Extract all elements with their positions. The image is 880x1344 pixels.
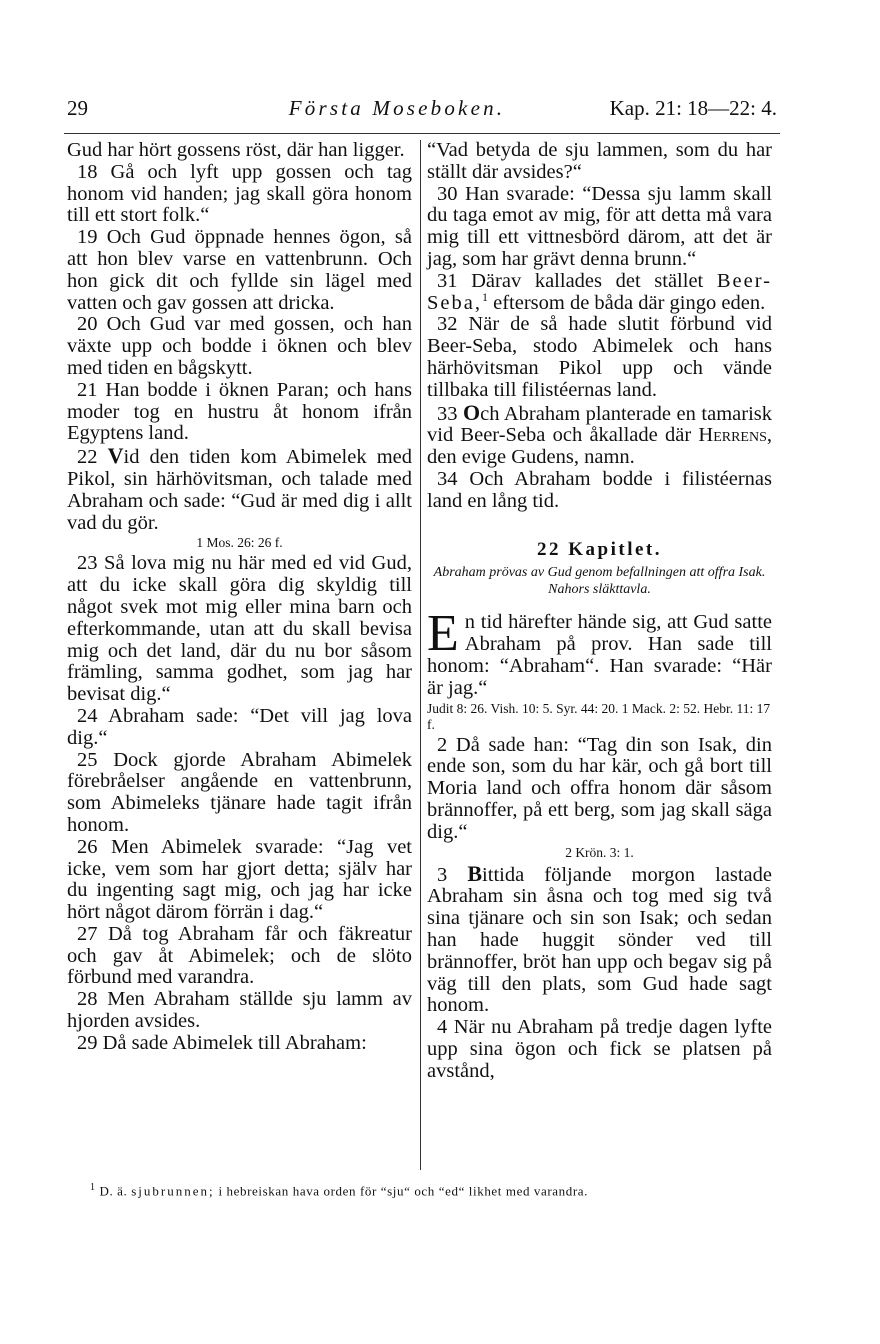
verse-25: 25 Dock gjorde Abraham Abimelek förebråelser angående en vattenbrunn, som Abimeleks tjänare hade tagit ifrån honom. [67, 748, 412, 836]
verse-26: 26 Men Abimelek svarade: “Jag vet icke, vem som har gjort detta; själv har du ingenting sagt mig, och jag har icke hört något därom förrän i dag.“ [67, 835, 412, 924]
cross-reference: 2 Krön. 3: 1. [565, 844, 634, 860]
drop-cap: E [427, 605, 459, 663]
verse-21: 21 Han bodde i öknen Paran; och hans moder tog en hustru åt honom ifrån Egyptens land. [67, 378, 412, 445]
left-column [67, 140, 412, 1055]
chapter-reference: Kap. 21: 18—22: 4. [609, 96, 777, 120]
page-header [67, 96, 777, 126]
verse-32: 32 När de så hade slutit förbund vid Beer-Seba, stodo Abimelek och hans härhövitsman Pikol upp och vände tillbaka till filistéernas land. [427, 313, 772, 401]
verse-31: 31 Därav kallades det stället Beer-Seba,$^1$ eftersom de båda där gingo eden. [427, 269, 772, 314]
lord-name: Herrens [698, 424, 767, 447]
verse-3: 3 Bittida följande morgon lastade Abraham sin åsna och tog med sig två sina tjänare och sin son Isak; och sedan han hade huggit sönder ved till brännoffer, bröt han upp och begav sig på väg till den plats, som Gud hade sagt honom. [427, 860, 772, 1017]
verse-30: 30 Han svarade: “Dessa sju lamm skall du taga emot av mig, för att detta må vara mig till ett vittnesbörd därom, att det är jag, som har grävt denna brunn.“ [427, 182, 772, 270]
page-number: 29 [67, 96, 88, 120]
verse-23: 23 Så lova mig nu här med ed vid Gud, att du icke skall göra dig skyldig till något svek mot mig eller mina barn och efterkommande, utan att du skall bevisa mig och det land, där du nu bor såsom främling, samma godhet, som jag har bevisat dig.“ [67, 552, 412, 706]
verse-28: 28 Men Abraham ställde sju lamm av hjorden avsides. [67, 988, 412, 1033]
footnote-term: sjubrunnen; [131, 1183, 215, 1199]
footnote: $^1$ D. ä. sjubrunnen; i hebreiskan hava orden för “sju“ och “ed“ likhet med varandra. [90, 1182, 589, 1199]
verse-20: 20 Och Gud var med gossen, och han växte upp och bodde i öknen och blev med tiden en bågskytt. [67, 313, 412, 379]
verse-19: 19 Och Gud öppnade hennes ögon, så att hon blev varse en vattenbrunn. Och hon gick dit och fyllde sin lägel med vatten och gav gossen att dricka. [67, 226, 412, 314]
footnote-marker: 1 [481, 289, 488, 304]
running-title: Första Moseboken. [288, 96, 506, 120]
verse-29: 29 Då sade Abimelek till Abraham: [77, 1031, 367, 1054]
verse-continuation: Gud har hört gossens röst, där han ligger. [67, 139, 405, 161]
verse-4: 4 När nu Abraham på tredje dagen lyfte upp sina ögon och fick se platsen på avstånd, [427, 1016, 772, 1082]
verse-34: 34 Och Abraham bodde i filistéernas land en lång tid. [427, 467, 772, 512]
place-name: Beer-Seba, [427, 269, 772, 314]
verse-24: 24 Abraham sade: “Det vill jag lova dig.“ [67, 704, 412, 749]
verse-continuation: “Vad betyda de sju lammen, som du har ställt där avsides?“ [427, 139, 772, 183]
verse-initial: B [467, 860, 483, 886]
right-column [427, 140, 772, 1082]
header-rule [64, 133, 780, 134]
verse-33: 33 Och Abraham planterade en tamarisk vid Beer-Seba och åkallade där Herrens, den evige Gudens, namn. [427, 399, 772, 469]
footnote-mark: 1 [90, 1182, 96, 1193]
verse-27: 27 Då tog Abraham får och fäkreatur och gav åt Abimelek; och de slöto förbund med varandra. [67, 922, 412, 989]
chapter-summary: Abraham prövas av Gud genom befallningen att offra Isak. Nahors släkttavla. [433, 565, 766, 598]
cross-reference: 1 Mos. 26: 26 f. [196, 535, 283, 551]
verse-initial: O [463, 399, 481, 425]
verse-22: 22 Vid den tiden kom Abimelek med Pikol, sin härhövitsman, och talade med Abraham och sade: “Gud är med dig i allt vad du gör. [67, 443, 413, 534]
chapter-heading: 22 Kapitlet. [537, 538, 662, 560]
verse-18: 18 Gå och lyft upp gossen och tag honom vid handen; jag skall göra honom till ett stort folk.“ [67, 160, 412, 227]
cross-reference: Judit 8: 26. Vish. 10: 5. Syr. 44: 20. 1 Mack. 2: 52. Hebr. 11: 17 f. [427, 700, 771, 732]
verse-1: En tid härefter hände sig, att Gud satte Abraham på prov. Han sade till honom: “Abraham“. Han svarade: “Här är jag.“ [427, 605, 772, 699]
verse-2: 2 Då sade han: “Tag din son Isak, din ende son, som du har kär, och gå bort till Moria land och offra honom där såsom brännoffer, på ett berg, som jag skall säga dig.“ [427, 733, 772, 843]
verse-initial: V [107, 443, 124, 469]
column-divider [420, 140, 421, 1170]
